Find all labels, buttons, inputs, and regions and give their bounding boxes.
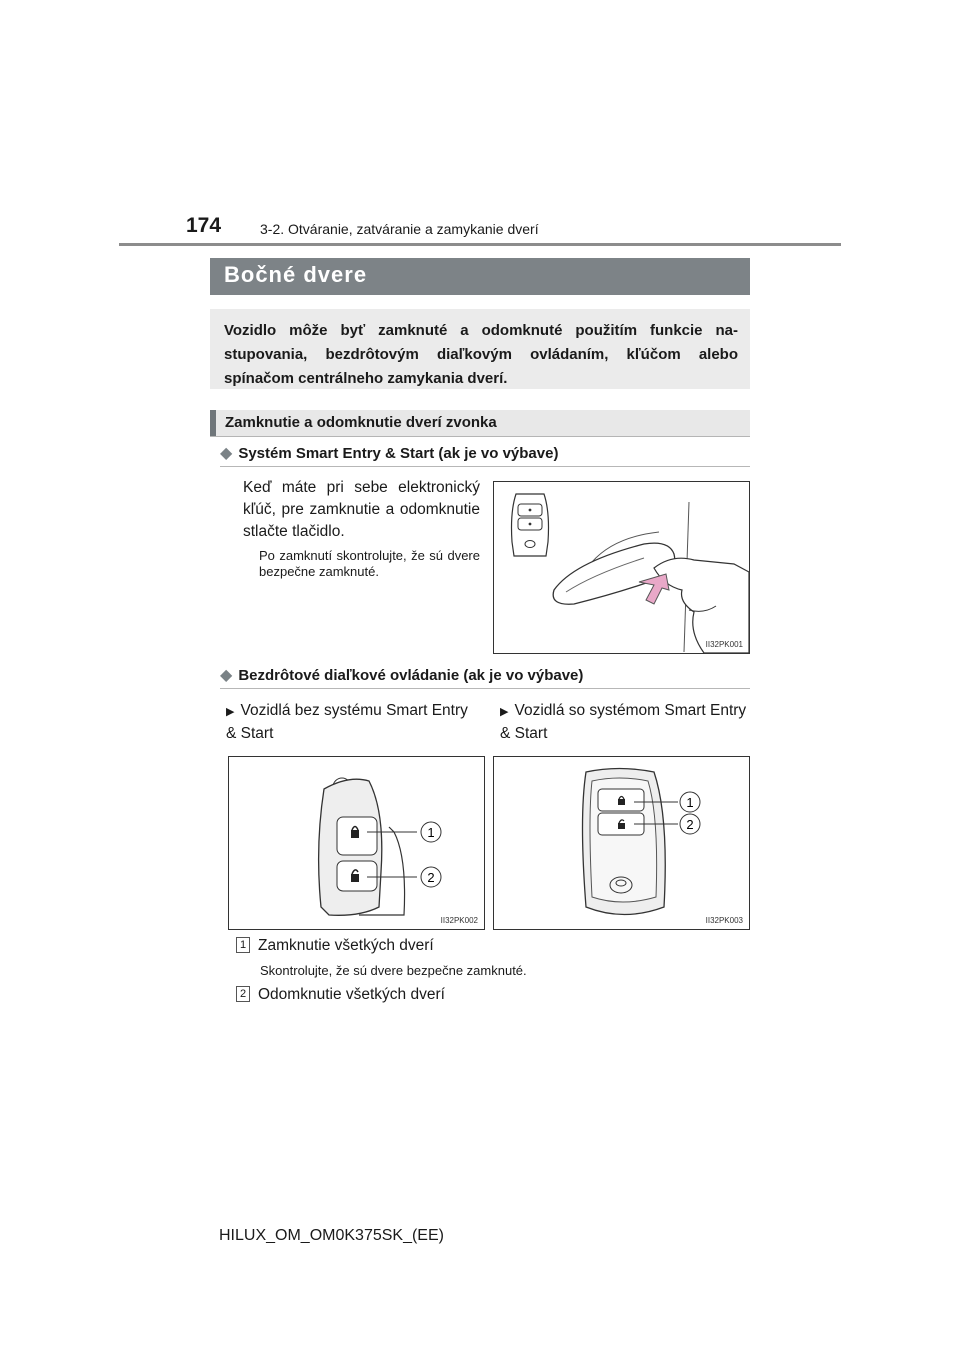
legend-note-1: Skontrolujte, že sú dvere bezpečne zamknuté. <box>260 963 527 978</box>
callout-2: 2 <box>686 817 694 832</box>
figure-code: II32PK002 <box>440 916 478 925</box>
smart-entry-note: Po zamknutí skontrolujte, že sú dvere bezpečne zamknuté. <box>259 548 480 579</box>
heading-rule <box>220 466 750 467</box>
callout-1: 1 <box>686 795 694 810</box>
door-handle-illustration <box>494 482 749 653</box>
subsection-header <box>210 410 750 437</box>
header-rule <box>119 243 841 246</box>
diamond-bullet-icon: ◆ <box>220 445 233 462</box>
wireless-heading <box>220 665 583 685</box>
legend-item-2 <box>236 984 736 1006</box>
subsection-title: Zamknutie a odomknutie dverí zvonka <box>225 414 497 431</box>
legend-text-2: Odomknutie všetkých dverí <box>258 986 445 1003</box>
footer-code: HILUX_OM_OM0K375SK_(EE) <box>219 1227 444 1244</box>
smart-entry-heading <box>220 443 558 463</box>
page-number: 174 <box>186 214 222 237</box>
legend-number-1: 1 <box>236 937 250 953</box>
chapter-title: 3-2. Otváranie, zatváranie a zamykanie dverí <box>260 221 539 237</box>
diamond-bullet-icon: ◆ <box>220 667 233 684</box>
figure-smart-key <box>493 756 750 930</box>
figure-code: II32PK001 <box>705 640 743 649</box>
callout-2: 2 <box>427 870 435 885</box>
heading-rule <box>220 688 750 689</box>
section-title: Bočné dvere <box>210 258 750 295</box>
col1-label <box>226 700 482 745</box>
legend-item-1 <box>236 935 736 957</box>
intro-box: Vozidlo môže byť zamknuté a odomknuté použitím funkcie na-stupovania, bezdrôtovým diaľkovým ovládaním, kľúčom alebo spínačom centrálneho zamykania dverí. <box>210 309 750 389</box>
col2-label <box>500 700 748 745</box>
legend-text-1: Zamknutie všetkých dverí <box>258 937 434 954</box>
triangle-bullet-icon: ▶ <box>226 706 235 718</box>
col2-label-text: Vozidlá so systémom Smart Entry & Start <box>500 702 747 742</box>
figure-code: II32PK003 <box>705 916 743 925</box>
triangle-bullet-icon: ▶ <box>500 706 509 718</box>
flip-key-illustration <box>229 757 484 929</box>
wireless-heading-text: Bezdrôtové diaľkové ovládanie (ak je vo výbave) <box>238 667 584 684</box>
smart-key-icon <box>512 494 549 556</box>
figure-door-handle <box>493 481 750 654</box>
subsection-bar <box>210 410 216 436</box>
figure-flip-key <box>228 756 485 930</box>
callout-1: 1 <box>427 825 435 840</box>
smart-key-illustration <box>494 757 749 929</box>
smart-entry-heading-text: Systém Smart Entry & Start (ak je vo výbave) <box>238 445 559 462</box>
smart-entry-text: Keď máte pri sebe elektronický kľúč, pre zamknutie a odomknutie stlačte tlačidlo. <box>243 479 480 540</box>
col1-label-text: Vozidlá bez systému Smart Entry & Start <box>226 702 468 742</box>
legend-number-2: 2 <box>236 986 250 1002</box>
